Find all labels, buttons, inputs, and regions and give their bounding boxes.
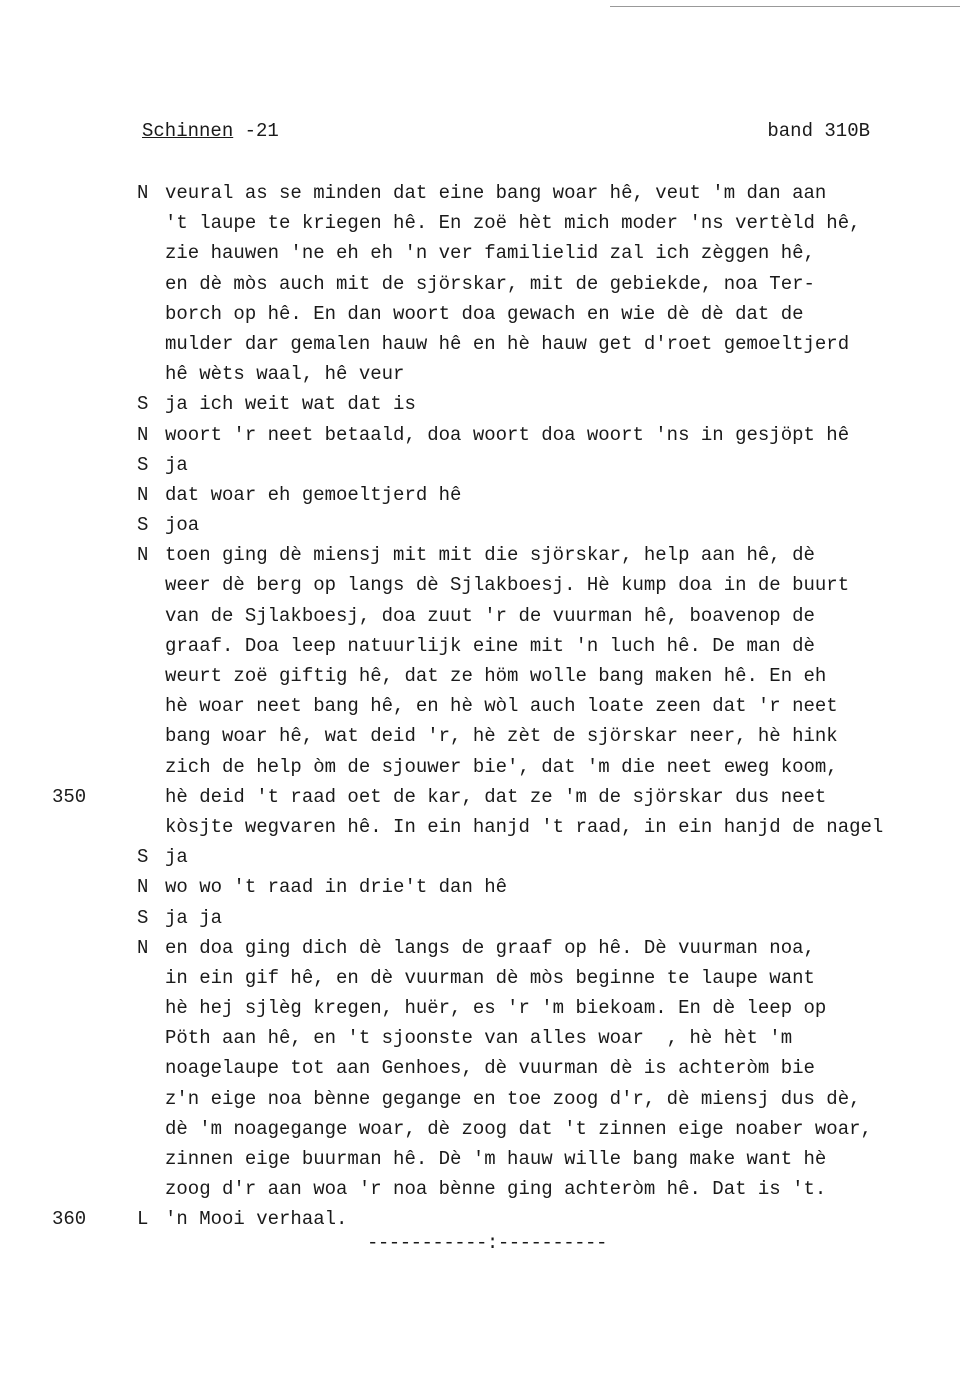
transcript-line (0, 329, 973, 359)
transcript-line (0, 510, 973, 540)
transcript (0, 178, 973, 1235)
transcript-line (0, 963, 973, 993)
transcript-line (0, 359, 973, 389)
transcript-line (0, 933, 973, 963)
line-text: hè deid 't raad oet de kar, dat ze 'm de sjörskar dus neet (165, 785, 827, 808)
line-text: hê wèts waal, hê veur (165, 363, 405, 386)
line-text: noagelaupe tot aan Genhoes, dè vuurman dè is achteròm bie (165, 1057, 815, 1080)
speaker-label: N (137, 876, 149, 899)
transcript-line (0, 208, 973, 238)
transcript-line (0, 1023, 973, 1053)
transcript-line (0, 601, 973, 631)
transcript-line (0, 238, 973, 268)
line-text: 'n Mooi verhaal. (165, 1208, 348, 1231)
transcript-line (0, 1114, 973, 1144)
transcript-line (0, 480, 973, 510)
line-text: mulder dar gemalen hauw hê en hè hauw get d'roet gemoeltjerd (165, 332, 850, 355)
transcript-line (0, 1174, 973, 1204)
line-text: ja ich weit wat dat is (165, 393, 416, 416)
line-text: dat woar eh gemoeltjerd hê (165, 483, 462, 506)
line-text: z'n eige noa bènne gegange en toe zoog d'r, dè miensj dus dè, (165, 1087, 861, 1110)
end-separator: -----------:---------- (367, 1232, 607, 1254)
line-text: zoog d'r aan woa 'r noa bènne ging achteròm hê. Dat is 't. (165, 1178, 827, 1201)
line-text: graaf. Doa leep natuurlijk eine mit 'n luch hê. De man dè (165, 634, 815, 657)
transcript-line (0, 450, 973, 480)
transcript-line (0, 752, 973, 782)
line-text: en dè mòs auch mit de sjörskar, mit de gebiekde, noa Ter- (165, 272, 815, 295)
speaker-label: N (137, 182, 149, 204)
transcript-line (0, 721, 973, 751)
page-title-place: Schinnen (142, 120, 234, 142)
speaker-label: N (137, 483, 149, 506)
line-number: 350 (52, 785, 87, 808)
speaker-label: N (137, 936, 149, 959)
transcript-line (0, 812, 973, 842)
transcript-line (0, 1053, 973, 1083)
transcript-line (0, 389, 973, 419)
line-text: van de Sjlakboesj, doa zuut 'r de vuurman hê, boavenop de (165, 604, 815, 627)
line-number: 360 (52, 1208, 87, 1231)
transcript-line (0, 842, 973, 872)
speaker-label: N (137, 423, 149, 446)
page-title-number: -21 (233, 120, 279, 142)
speaker-label: S (137, 906, 149, 929)
transcript-line (0, 661, 973, 691)
line-text: weurt zoë giftig hê, dat ze höm wolle bang maken hê. En eh (165, 665, 827, 687)
transcript-line (0, 1084, 973, 1114)
page-title (142, 118, 279, 144)
line-text: zich de help òm de sjouwer bie', dat 'm die neet eweg koom, (165, 755, 838, 778)
transcript-line (0, 631, 973, 661)
line-text: weer dè berg op langs dè Sjlakboesj. Hè kump doa in de buurt (165, 574, 850, 597)
line-text: in ein gif hê, en dè vuurman dè mòs beginne te laupe want (165, 966, 815, 989)
transcript-line (0, 993, 973, 1023)
line-text: kòsjte wegvaren hê. In ein hanjd 't raad, in ein hanjd de nagel (165, 815, 884, 838)
transcript-line (0, 570, 973, 600)
line-text: wo wo 't raad in drie't dan hê (165, 876, 508, 899)
line-text: en doa ging dich dè langs de graaf op hê. Dè vuurman noa, (165, 936, 815, 959)
transcript-line (0, 420, 973, 450)
line-text: bang woar hê, wat deid 'r, hè zèt de sjörskar neer, hè hink (165, 725, 838, 748)
transcript-line (0, 691, 973, 721)
line-text: borch op hê. En dan woort doa gewach en wie dè dè dat de (165, 302, 804, 325)
band-label: band 310B (767, 120, 870, 142)
line-text: hè hej sjlèg kregen, huër, es 'r 'm biekoam. En dè leep op (165, 997, 827, 1020)
line-text: joa (165, 514, 200, 537)
speaker-label: N (137, 544, 149, 567)
transcript-line (0, 299, 973, 329)
line-text: hè woar neet bang hê, en hè wòl auch loate zeen dat 'r neet (165, 695, 838, 718)
speaker-label: S (137, 393, 149, 416)
line-text: Pöth aan hê, en 't sjoonste van alles woar , hè hèt 'm (165, 1027, 793, 1050)
transcript-line (0, 903, 973, 933)
line-text: dè 'm noagegange woar, dè zoog dat 't zinnen eige noaber woar, (165, 1117, 872, 1140)
line-text: toen ging dè miensj mit mit die sjörskar, help aan hê, dè (165, 544, 815, 567)
line-text: ja (165, 453, 188, 476)
transcript-line (0, 540, 973, 570)
speaker-label: S (137, 514, 149, 537)
line-text: woort 'r neet betaald, doa woort doa woort 'ns in gesjöpt hê (165, 423, 850, 446)
transcript-line (0, 1204, 973, 1234)
transcript-line (0, 782, 973, 812)
speaker-label: L (137, 1208, 149, 1231)
line-text: zie hauwen 'ne eh eh 'n ver familielid zal ich zèggen hê, (165, 242, 815, 265)
line-text: ja (165, 846, 188, 869)
line-text: 't laupe te kriegen hê. En zoë hèt mich moder 'ns vertèld hê, (165, 212, 861, 235)
top-edge-rule (610, 6, 960, 7)
line-text: veural as se minden dat eine bang woar hê, veut 'm dan aan (165, 182, 827, 204)
speaker-label: S (137, 846, 149, 869)
speaker-label: S (137, 453, 149, 476)
transcript-line (0, 269, 973, 299)
transcript-line (0, 1144, 973, 1174)
line-text: zinnen eige buurman hê. Dè 'm hauw wille bang make want hè (165, 1148, 827, 1170)
transcript-line (0, 872, 973, 902)
transcript-line (0, 178, 973, 208)
line-text: ja ja (165, 906, 223, 929)
